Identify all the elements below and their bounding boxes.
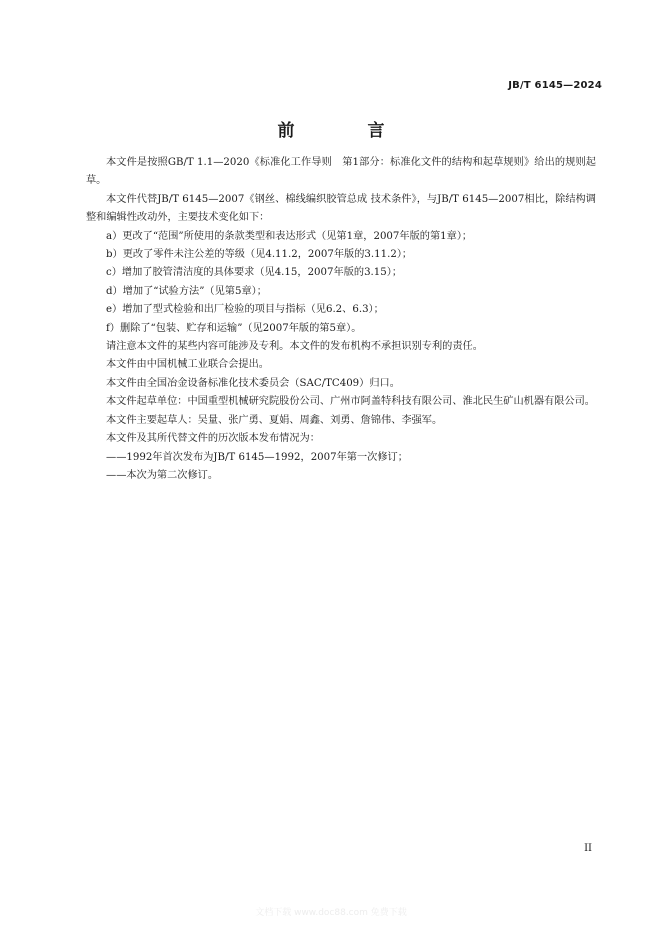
- paragraph-drafters: 本文件主要起草人：吴量、张广勇、夏娟、周鑫、刘勇、詹锦伟、李强军。: [106, 414, 443, 426]
- change-item-a: a）更改了“范围”所使用的条款类型和表达形式（见第1章，2007年版的第1章）；: [106, 230, 473, 242]
- history-item-2: ——本次为第二次修订。: [106, 469, 219, 481]
- change-item-e: e）增加了型式检验和出厂检验的项目与指标（见6.2、6.3）；: [106, 304, 384, 316]
- watermark: 文档下载 www.doc88.com 免费下载: [255, 908, 407, 918]
- page-number: II: [584, 843, 592, 854]
- paragraph-replacement: 本文件代替JB/T 6145—2007《钢丝、棉线编织胶管总成 技术条件》，与JB/T 6145—2007相比，除结构调整和编辑性改动外，主要技术变化如下：: [86, 193, 596, 224]
- page-title: 前 言: [277, 121, 413, 141]
- foreword-body: [86, 154, 596, 485]
- standard-code: JB/T 6145—2024: [508, 80, 602, 91]
- change-item-b: b）更改了零件未注公差的等级（见4.11.2，2007年版的3.11.2）；: [106, 249, 413, 261]
- change-item-f: f）删除了“包装、贮存和运输”（见2007年版的第5章）。: [106, 322, 362, 334]
- history-item-1: ——1992年首次发布为JB/T 6145—1992，2007年第一次修订；: [106, 451, 408, 463]
- paragraph-drafting-rules: 本文件是按照GB/T 1.1—2020《标准化工作导则 第1部分：标准化文件的结构和起草规则》给出的规则起草。: [86, 157, 596, 187]
- paragraph-history-intro: 本文件及其所代替文件的历次版本发布情况为：: [106, 433, 320, 445]
- paragraph-committee: 本文件由全国冶金设备标准化技术委员会（SAC/TC409）归口。: [106, 377, 400, 389]
- paragraph-patent-notice: 请注意本文件的某些内容可能涉及专利。本文件的发布机构不承担识别专利的责任。: [106, 341, 483, 353]
- paragraph-proposer: 本文件由中国机械工业联合会提出。: [106, 359, 269, 371]
- change-item-c: c）增加了胶管清洁度的具体要求（见4.15，2007年版的3.15）；: [106, 267, 403, 279]
- paragraph-drafting-units: 本文件起草单位：中国重型机械研究院股份公司、广州市阿盖特科技有限公司、淮北民生矿山机器有限公司。: [106, 396, 595, 408]
- change-item-d: d）增加了“试验方法”（见第5章）；: [106, 285, 267, 297]
